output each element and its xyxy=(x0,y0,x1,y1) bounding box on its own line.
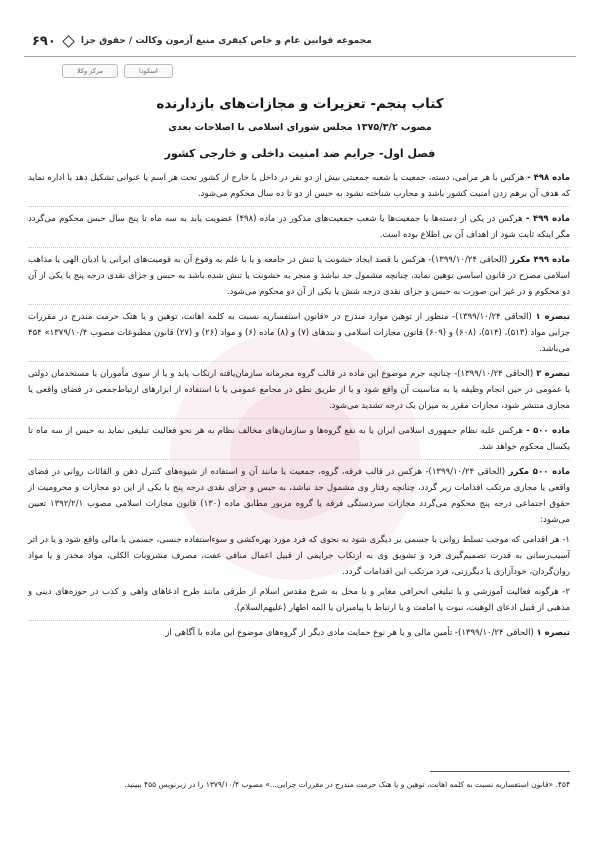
stamp-tags xyxy=(62,64,173,78)
chapter-title: فصل اول- جرایم ضد امنیت داخلی و خارجی کشور xyxy=(164,147,436,160)
clause-2 xyxy=(28,584,570,616)
article-text: (الحاقی ۱۳۹۹/۱۰/۲۴)- هرکس در قالب فرقه، گروه، جمعیت یا مانند آن و استفاده از شیوه‌های کنترل ذهن و القائات روانی در فضای واقعی یا مجازی مرتکب اقدامات زیر گردد، چنانچه رفتار وی مشمول حد نباشد، به حبس و جزای نقدی درجه پنج یا یکی از این دو مجازات و محرومیت از حقوق اجتماعی درجه پنج محکوم می‌گردد مجازات سردستگی فرقه یا گروه مزبور مطابق ماده (۱۳۰) قانون مجازات اسلامی مصوب ۱۳۹۲/۲/۱ تعیین می‌شود: xyxy=(28,467,570,525)
book-subtitle: مصوب ۱۳۷۵/۳/۲ مجلس شورای اسلامی با اصلاحات بعدی xyxy=(168,122,432,133)
article-heading: ماده ۴۹۹ مکرر xyxy=(510,255,570,265)
article-heading: ماده ۵۰۰ مکرر xyxy=(508,467,570,477)
running-title: مجموعه قوانین عام و خاص کیفری منبع آزمون وکالت / حقوق جزا xyxy=(80,36,372,46)
clause-1 xyxy=(28,532,570,580)
clause-text: ۲- هرگونه فعالیت آموزشی و یا تبلیغی انحرافی مغایر و یا مخل به شرع مقدس اسلام از طرقی مانند طرح ادعاهای واهی و کذب در حوزه‌های دینی و مذهبی از قبیل ادعای الوهیت، نبوت یا امامت و یا ارتباط با پیامبران یا ائمه اطهار (علیهم‌السلام). xyxy=(28,587,570,613)
note-heading: تبصره ۱ xyxy=(536,628,570,638)
note-1 xyxy=(28,309,570,357)
article-498 xyxy=(28,170,570,202)
diamond-icon xyxy=(62,35,75,48)
article-text: هرکس علیه نظام جمهوری اسلامی ایران یا به نفع گروه‌ها و سازمان‌های مخالف نظام به هر نحو فعالیت تبلیغی نماید به حبس از سه ماه تا یکسال محکوم خواهد شد. xyxy=(28,426,570,452)
paragraph-divider xyxy=(28,247,570,248)
article-500-bis xyxy=(28,464,570,528)
paragraph-divider xyxy=(28,459,570,460)
note-heading: تبصره ۱ xyxy=(535,312,570,322)
book-title: کتاب پنجم- تعزیرات و مجازات‌های بازدارنده xyxy=(156,96,444,112)
paragraph-divider xyxy=(28,304,570,305)
paragraph-divider xyxy=(28,620,570,621)
page-number: ۶۹۰ xyxy=(32,33,56,49)
article-heading: ماده ۴۹۸ - xyxy=(527,173,570,183)
tag-eskouda: اسکودا xyxy=(124,64,173,78)
paragraph-divider xyxy=(28,418,570,419)
footnote-454: ۴۵۴. «قانون استفساریه نسبت به کلمه اهانت، توهین و یا هتک حرمت مندرج در مقررات جزایی...» مصوب ۱۳۷۹/۱۰/۴ را در زیرنویس ۴۵۵ ببینید. xyxy=(124,780,570,789)
note-1-article-500-bis xyxy=(28,625,570,641)
note-heading: تبصره ۲ xyxy=(536,369,570,379)
note-2 xyxy=(28,366,570,414)
tag-markaz-vokala: مرکز وکلا xyxy=(62,64,118,78)
paragraph-divider xyxy=(28,206,570,207)
clause-text: ۱- هر اقدامی که موجب تسلط روانی یا جسمی بر دیگری شود به نحوی که فرد مورد بهره‌کشی و سوءاستفاده جنسی، جسمی یا مالی واقع شود و یا در اثر آسیب‌رسانی به قدرت تصمیم‌گیری فرد و تشویق وی به ارتکاب جرایمی از قبیل اعمال منافی عفت، مصرف مشروبات الکلی، مواد مخدر و یا مواد روان‌گردان، خودآزاری یا دیگرزنی، فرد مرتکب این اقدامات گردد. xyxy=(28,535,570,577)
article-text: هرکس با هر مرامی، دسته، جمعیت یا شعبه جمعیتی بیش از دو نفر در داخل یا خارج از کشور تحت هر اسم یا عنوانی تشکیل دهد یا اداره نماید که هدف آن برهم زدن امنیت کشور باشد و محارب شناخته نشود به حبس از دو تا ده سال محکوم می‌شود. xyxy=(28,173,570,199)
footnote-divider xyxy=(430,771,570,772)
note-text: (الحاقی ۱۳۹۹/۱۰/۲۴)- تأمین مالی و یا هر نوع حمایت مادی دیگر از گروه‌های موضوع این ماده با آگاهی از xyxy=(165,628,537,638)
header-divider xyxy=(24,56,576,57)
main-text xyxy=(28,170,570,645)
article-499 xyxy=(28,211,570,243)
page-header xyxy=(24,30,576,52)
paragraph-divider xyxy=(28,361,570,362)
article-text: (الحاقی ۱۳۹۹/۱۰/۲۴)- هرکس با قصد ایجاد خشونت یا تنش در جامعه و یا با علم به وقوع آن به قومیت‌های ایرانی یا ادیان الهی یا مذاهب اسلامی مصرح در قانون اساسی توهین نماید، چنانچه مشمول حد نباشد و منجر به خشونت یا تنش شده باشد به حبس و جزای نقدی درجه پنج یا یکی از آن دو محکوم و در غیر این صورت به حبس و جزای نقدی درجه شش یا یکی از آن دو محکوم می‌شود. xyxy=(28,255,570,297)
article-500 xyxy=(28,423,570,455)
article-heading: ماده ۴۹۹ - xyxy=(525,214,570,224)
article-499-bis xyxy=(28,252,570,300)
article-text: هرکس در یکی از دسته‌ها یا جمعیت‌ها یا شعب جمعیت‌های مذکور در ماده (۴۹۸) عضویت یابد به سه ماه تا پنج سال حبس محکوم می‌گردد مگر اینکه ثابت شود از اهداف آن بی اطلاع بوده است. xyxy=(28,214,570,240)
note-text: (الحاقی ۱۳۹۹/۱۰/۲۴)- چنانچه جرم موضوع این ماده در قالب گروه مجرمانه سازمان‌یافته ارتکاب یابد و یا از سوی مأموران یا مستخدمان دولتی یا عمومی در حین انجام وظیفه یا به مناسبت آن واقع شود و یا از طریق نطق در مجامع عمومی یا با استفاده از ابزارهای ارتباط‌جمعی در فضای واقعی یا مجازی منتشر شود، مجازات مقرر به میزان یک درجه تشدید می‌شود. xyxy=(28,369,570,411)
article-heading: ماده ۵۰۰ - xyxy=(526,426,570,436)
note-text: (الحاقی ۱۳۹۹/۱۰/۲۴)- منظور از توهین موارد مندرج در «قانون استفساریه نسبت به کلمه اهانت، توهین و یا هتک حرمت مندرج در مقررات جزایی مواد (۵۱۳)، (۵۱۴)، (۶۰۸) و (۶۰۹) قانون مجازات اسلامی و بندهای (۷) و (۸) ماده (۶) و مواد (۲۶) و (۲۷) قانون مطبوعات مصوب ۱۳۷۹/۱۰/۴» ۴۵۴ می‌باشد. xyxy=(28,312,571,354)
